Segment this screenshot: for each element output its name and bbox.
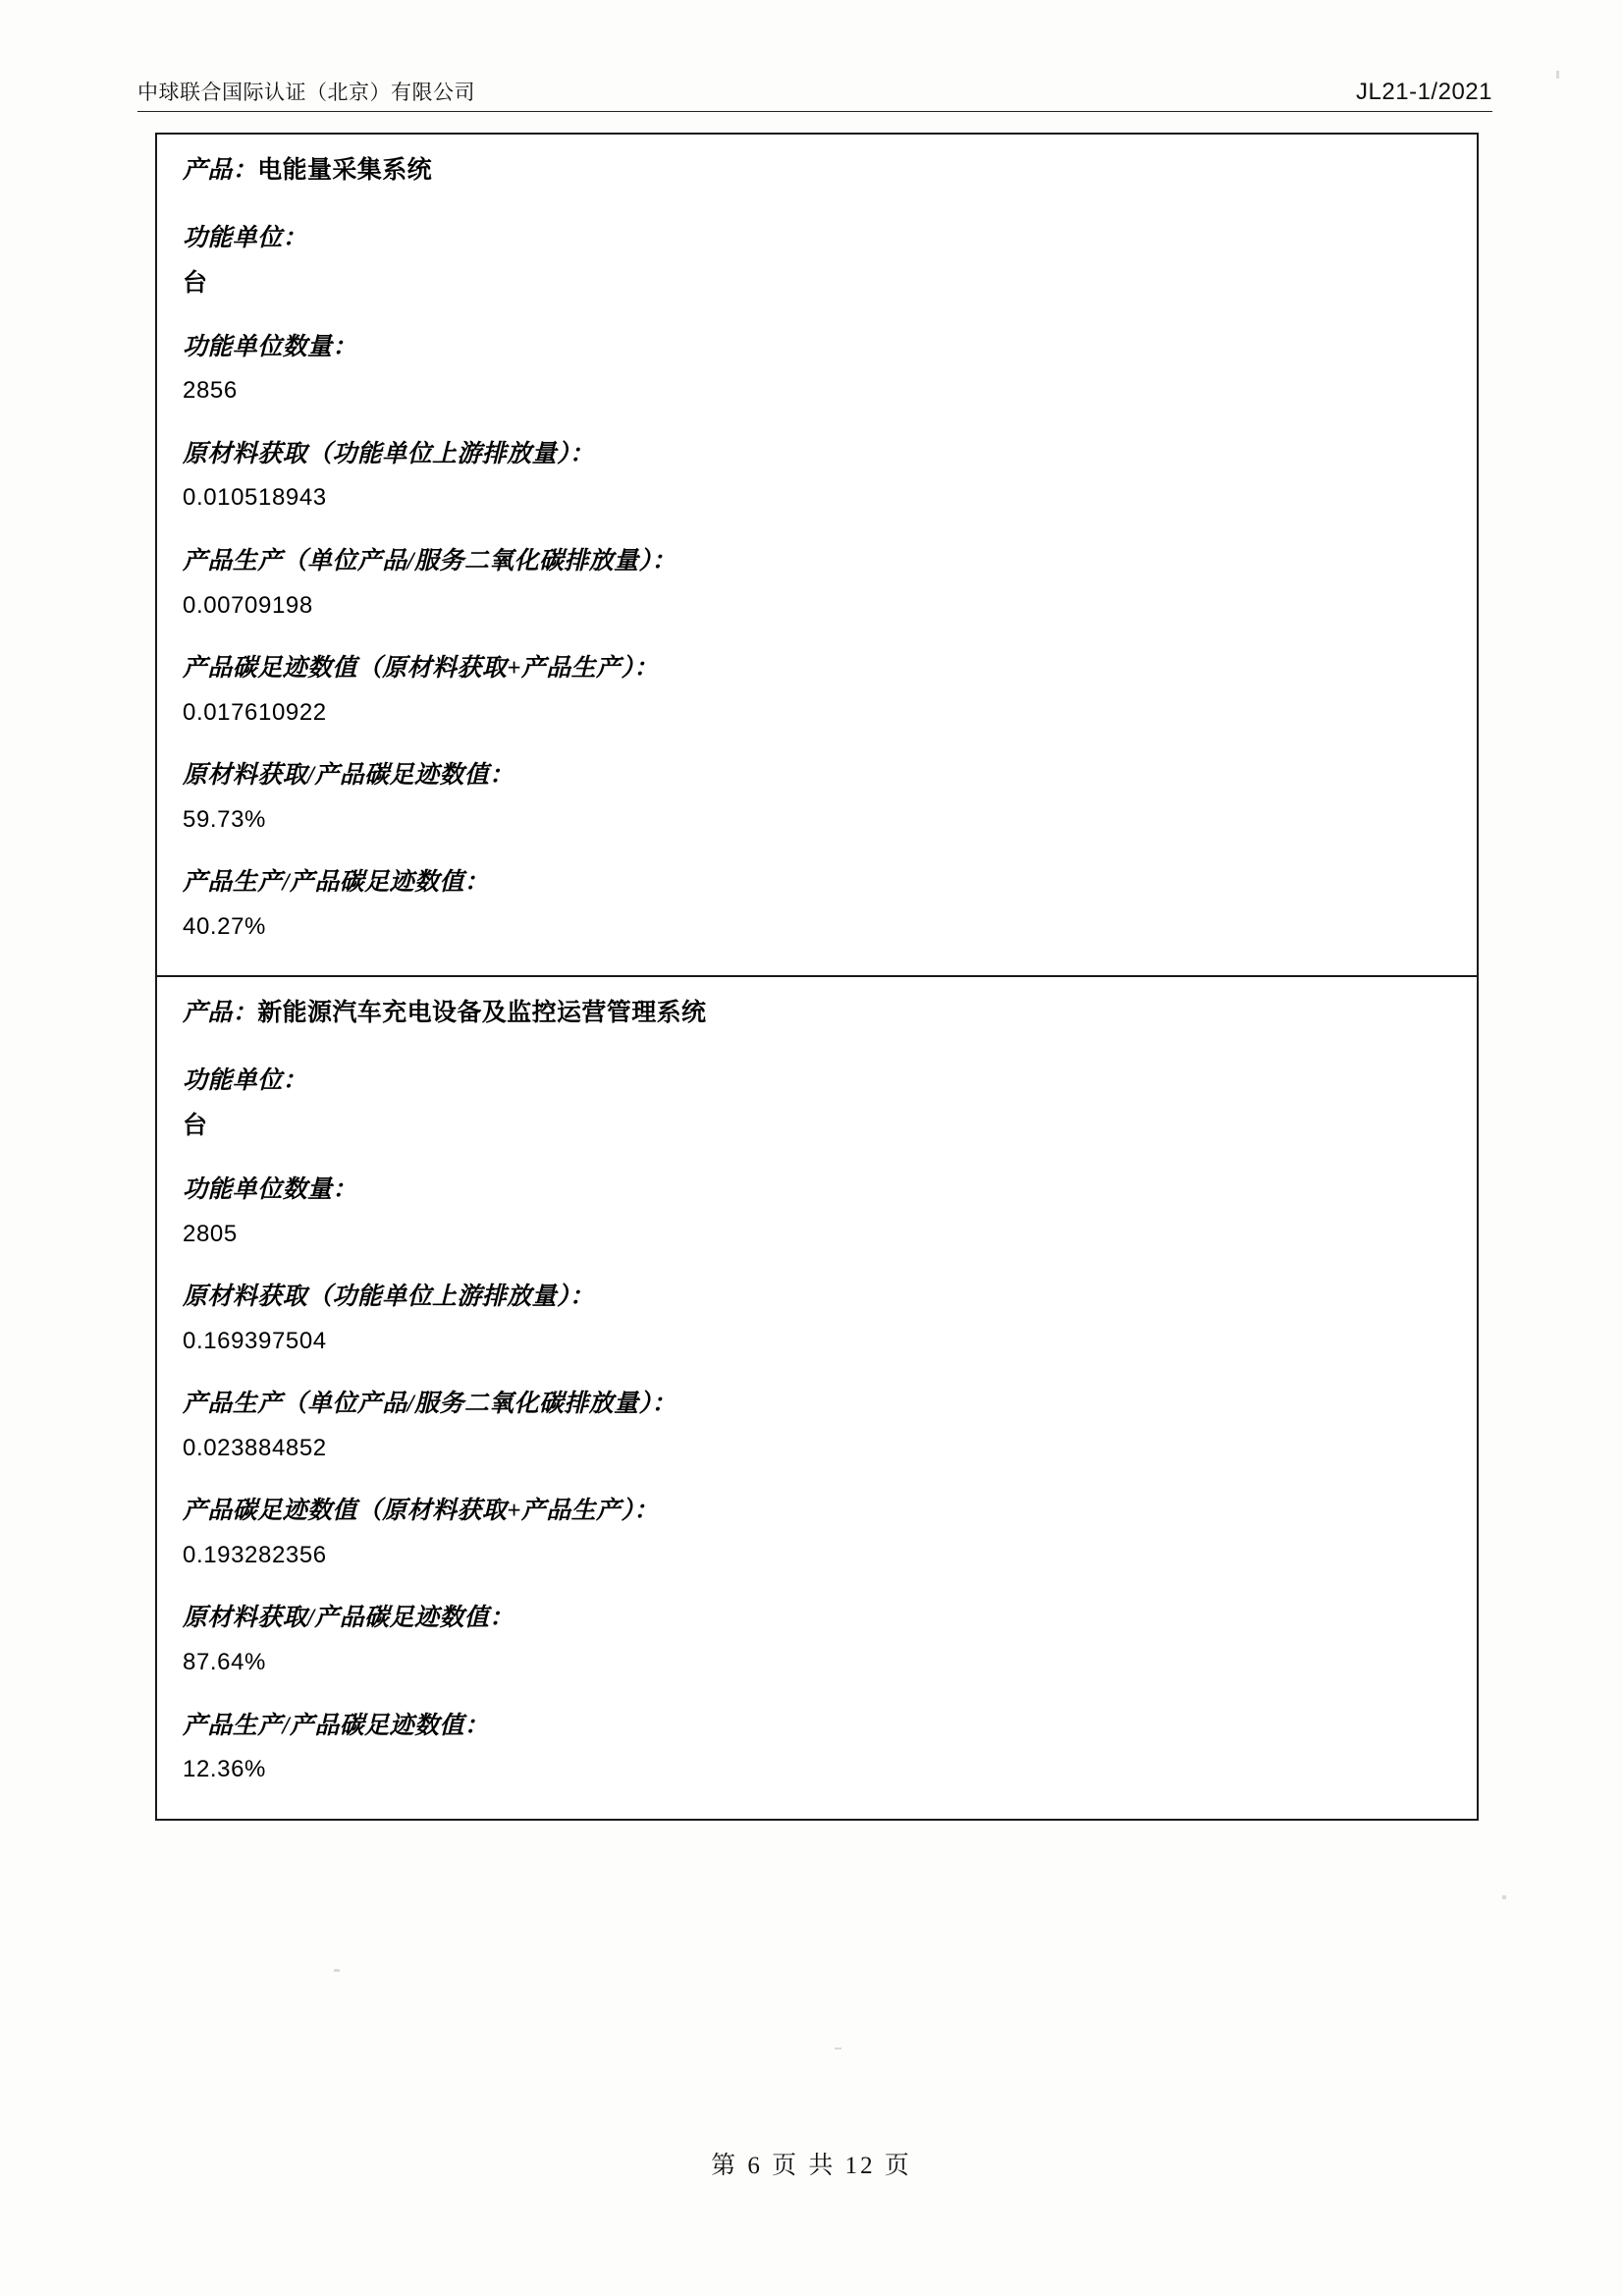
header-divider — [137, 111, 1492, 112]
field-manufacturing-share — [157, 864, 1477, 946]
field-label: 产品生产（单位产品/服务二氧化碳排放量）： — [183, 1391, 676, 1418]
field-label: 产品碳足迹数值（原材料获取+产品生产）： — [183, 654, 659, 682]
field-raw-material-share — [157, 757, 1477, 839]
field-functional-unit — [157, 220, 1477, 303]
field-raw-material-acquisition — [157, 1279, 1477, 1360]
field-label: 产品生产/产品碳足迹数值： — [183, 1712, 490, 1739]
field-label: 原材料获取/产品碳足迹数值： — [183, 762, 514, 790]
product-title-row — [157, 152, 1477, 191]
product-label: 产品： — [183, 1000, 258, 1027]
product-title — [183, 995, 1451, 1033]
product-title-row — [157, 995, 1477, 1033]
field-value: 0.010518943 — [183, 484, 327, 512]
scan-artifact — [1502, 1895, 1506, 1899]
field-label: 功能单位： — [183, 1067, 308, 1095]
field-label: 产品生产/产品碳足迹数值： — [183, 869, 490, 897]
field-label: 功能单位数量： — [183, 1175, 357, 1203]
field-functional-unit-quantity — [157, 1172, 1477, 1253]
product-section — [157, 135, 1477, 975]
field-value: 0.169397504 — [183, 1327, 327, 1354]
field-carbon-footprint-total — [157, 650, 1477, 732]
field-value: 台 — [183, 1112, 208, 1139]
field-label: 功能单位数量： — [183, 333, 357, 360]
field-carbon-footprint-total — [157, 1493, 1477, 1574]
field-product-manufacturing — [157, 1386, 1477, 1467]
scan-artifact — [334, 1969, 340, 1972]
product-section — [157, 975, 1477, 1818]
scan-artifact — [1556, 71, 1559, 79]
field-value: 87.64% — [183, 1649, 266, 1676]
field-raw-material-acquisition — [157, 436, 1477, 518]
field-functional-unit-quantity — [157, 329, 1477, 410]
field-functional-unit — [157, 1063, 1477, 1146]
header-document-code: JL21-1/2021 — [1356, 79, 1492, 105]
page-footer: 第 6 页 共 12 页 — [711, 2153, 912, 2179]
field-label: 原材料获取（功能单位上游排放量）： — [183, 440, 595, 467]
field-label: 产品生产（单位产品/服务二氧化碳排放量）： — [183, 547, 676, 574]
product-label: 产品： — [183, 157, 258, 184]
page-header — [137, 77, 1492, 106]
field-value: 12.36% — [183, 1756, 266, 1783]
field-label: 产品碳足迹数值（原材料获取+产品生产）： — [183, 1498, 659, 1525]
product-title — [183, 152, 1451, 191]
header-company-name: 中球联合国际认证（北京）有限公司 — [137, 82, 475, 104]
field-product-manufacturing — [157, 543, 1477, 625]
field-value: 2856 — [183, 377, 238, 405]
product-name: 电能量采集系统 — [257, 157, 433, 184]
field-value: 台 — [183, 269, 208, 297]
product-name: 新能源汽车充电设备及监控运营管理系统 — [257, 1000, 707, 1027]
field-value: 40.27% — [183, 912, 266, 940]
field-value: 2805 — [183, 1220, 238, 1247]
field-manufacturing-share — [157, 1708, 1477, 1789]
field-value: 0.017610922 — [183, 698, 327, 726]
field-label: 原材料获取/产品碳足迹数值： — [183, 1605, 514, 1632]
field-label: 原材料获取（功能单位上游排放量）： — [183, 1283, 595, 1310]
product-data-table — [155, 133, 1479, 1821]
field-value: 0.023884852 — [183, 1434, 327, 1461]
field-raw-material-share — [157, 1600, 1477, 1681]
field-value: 0.00709198 — [183, 591, 313, 619]
field-value: 59.73% — [183, 805, 266, 833]
field-value: 0.193282356 — [183, 1542, 327, 1569]
field-label: 功能单位： — [183, 224, 308, 251]
scan-artifact — [835, 2048, 841, 2050]
